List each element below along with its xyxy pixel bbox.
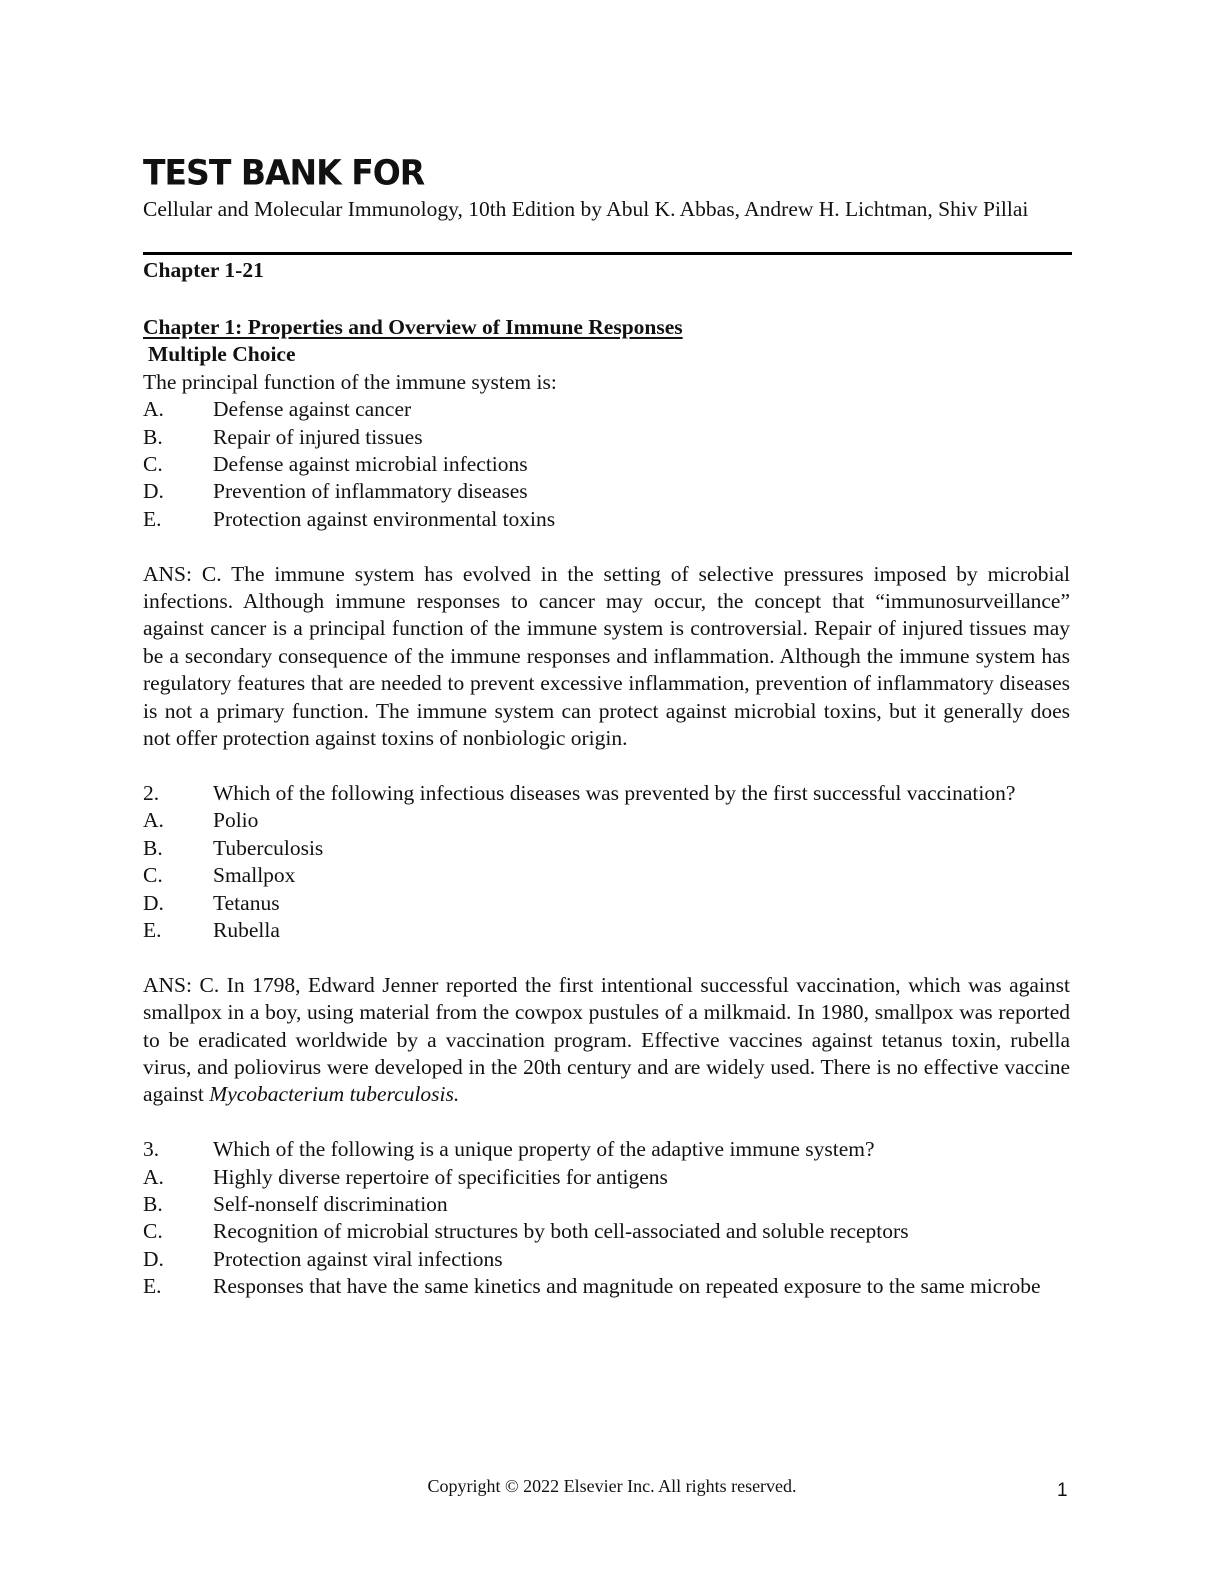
- option-text: Responses that have the same kinetics and magnitude on repeated exposure to the same microbe: [213, 1274, 1041, 1299]
- option-text: Defense against cancer: [213, 397, 412, 422]
- spacer: [143, 533, 1070, 560]
- answer-option: [143, 1218, 1070, 1245]
- question-stem-text: Which of the following infectious diseases was prevented by the first successful vaccination?: [213, 780, 1016, 805]
- option-letter: C.: [143, 863, 163, 888]
- question-number: 3.: [143, 1137, 160, 1162]
- option-letter: D.: [143, 890, 164, 915]
- answer-explanation: [143, 972, 1070, 1109]
- chapter-heading: Chapter 1: Properties and Overview of Immune Responses: [143, 315, 683, 339]
- answer-option: [143, 1191, 1070, 1218]
- option-text: Self-nonself discrimination: [213, 1191, 448, 1216]
- answer-explanation-text: ANS: C. In 1798, Edward Jenner reported the first intentional successful vaccination, which was against smallpox in a boy, using material from the cowpox pustules of a milkmaid. In 1980, smallpox was reported to be eradicated worldwide by a vaccination program. Effective vaccines against tetanus toxin, rubella virus, and poliovirus were developed in the 20th century and are widely used. There is no effective vaccine against: [143, 972, 1070, 1107]
- option-letter: A.: [143, 808, 164, 833]
- section-label: Multiple Choice: [148, 342, 296, 367]
- option-text: Repair of injured tissues: [213, 424, 423, 449]
- answer-option: [143, 1164, 1070, 1191]
- answer-option: [143, 890, 1070, 917]
- answer-explanation-italic: Mycobacterium tuberculosis.: [209, 1082, 460, 1107]
- spacer: [143, 944, 1070, 971]
- option-letter: E.: [143, 1274, 162, 1299]
- question-stem: [143, 780, 1070, 807]
- spacer: [143, 1109, 1070, 1136]
- answer-option: [143, 917, 1070, 944]
- option-letter: E.: [143, 917, 162, 942]
- document-subtitle: Cellular and Molecular Immunology, 10th Edition by Abul K. Abbas, Andrew H. Lichtman, Shiv Pillai: [143, 197, 1029, 221]
- option-letter: D.: [143, 479, 164, 504]
- option-text: Rubella: [213, 917, 280, 942]
- question-stem: The principal function of the immune system is:: [143, 369, 557, 394]
- option-letter: E.: [143, 506, 162, 531]
- answer-explanation: ANS: C. The immune system has evolved in the setting of selective pressures imposed by microbial infections. Although immune responses to cancer may occur, the concept that “immunosurveillance” against cancer is a principal function of the immune system is controversial. Repair of injured tissues may be a secondary consequence of the immune responses and inflammation. Although the immune system has regulatory features that are needed to prevent excessive inflammation, prevention of inflammatory diseases is not a primary function. The immune system can protect against microbial toxins, but it generally does not offer protection against toxins of nonbiologic origin.: [143, 561, 1070, 751]
- option-text: Protection against environmental toxins: [213, 506, 556, 531]
- option-text: Defense against microbial infections: [213, 452, 528, 477]
- option-letter: A.: [143, 1164, 164, 1189]
- answer-option: [143, 862, 1070, 889]
- answer-option: [143, 506, 1070, 533]
- question-stem: [143, 1136, 1070, 1163]
- document-title: TEST BANK FOR: [143, 152, 425, 193]
- option-letter: C.: [143, 452, 163, 477]
- answer-option: [143, 1246, 1070, 1273]
- question-1: [143, 369, 1070, 753]
- option-text: Tetanus: [213, 890, 280, 915]
- option-letter: B.: [143, 1191, 163, 1216]
- spacer: [143, 752, 1070, 779]
- question-3: [143, 1136, 1070, 1300]
- option-text: Prevention of inflammatory diseases: [213, 479, 528, 504]
- answer-option: [143, 1273, 1070, 1300]
- answer-option: [143, 424, 1070, 451]
- option-text: Polio: [213, 808, 259, 833]
- option-letter: C.: [143, 1219, 163, 1244]
- answer-option: [143, 478, 1070, 505]
- option-letter: A.: [143, 397, 164, 422]
- page-number: 1: [1057, 1480, 1068, 1501]
- answer-option: [143, 396, 1070, 423]
- copyright-footer: Copyright © 2022 Elsevier Inc. All rights reserved.: [427, 1476, 797, 1496]
- question-stem-text: Which of the following is a unique property of the adaptive immune system?: [213, 1137, 875, 1162]
- option-text: Highly diverse repertoire of specificities for antigens: [213, 1164, 668, 1189]
- header-rule: [143, 252, 1072, 255]
- option-letter: B.: [143, 424, 163, 449]
- answer-option: [143, 807, 1070, 834]
- option-text: Recognition of microbial structures by both cell-associated and soluble receptors: [213, 1219, 909, 1244]
- question-number: 2.: [143, 780, 160, 805]
- option-text: Smallpox: [213, 863, 296, 888]
- option-letter: B.: [143, 835, 163, 860]
- question-2: [143, 780, 1070, 1109]
- option-letter: D.: [143, 1246, 164, 1271]
- option-text: Protection against viral infections: [213, 1246, 503, 1271]
- answer-option: [143, 835, 1070, 862]
- answer-option: [143, 451, 1070, 478]
- option-text: Tuberculosis: [213, 835, 324, 860]
- document-body: [143, 314, 1070, 1301]
- chapter-range: Chapter 1-21: [143, 258, 264, 282]
